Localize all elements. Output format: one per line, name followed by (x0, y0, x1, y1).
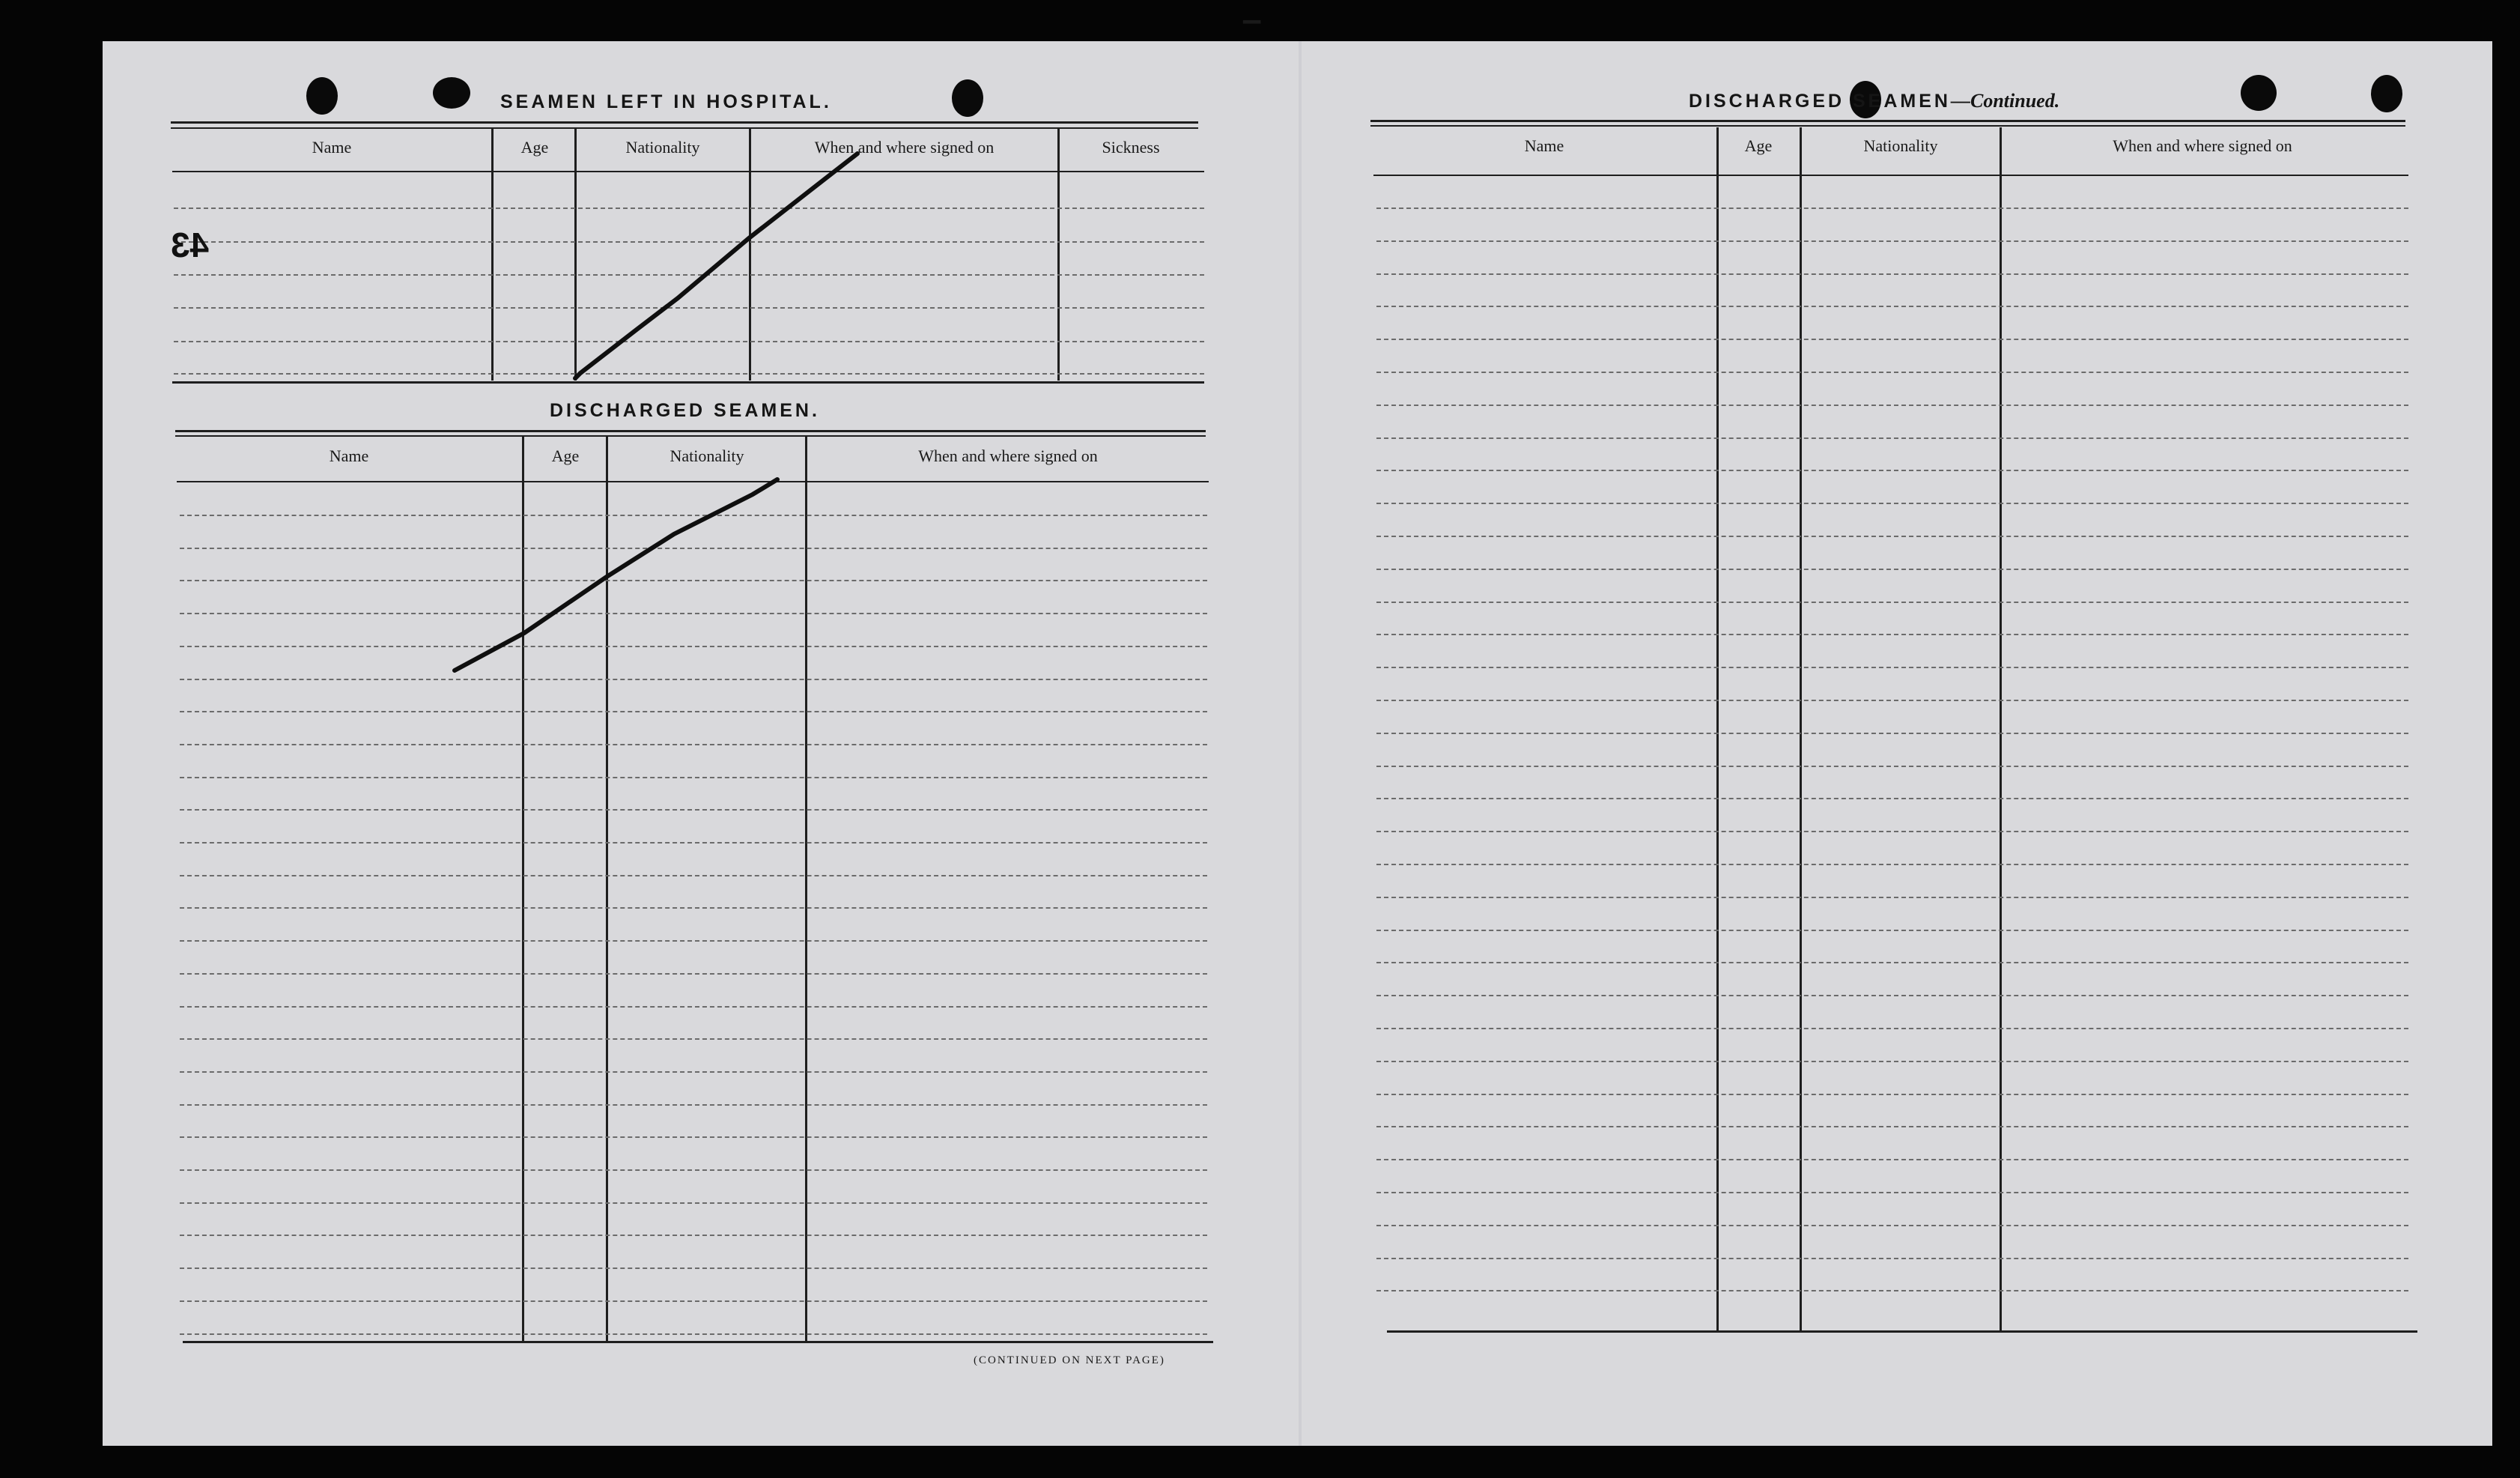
hospital-top-rule-inner (171, 127, 1198, 129)
ruled-line (180, 940, 1207, 942)
ruled-line (180, 1104, 1207, 1106)
discharged-top-rule-inner (175, 435, 1206, 437)
ruled-line (180, 1006, 1207, 1008)
hospital-row-line (174, 208, 1204, 209)
hospital-row-line (174, 307, 1204, 309)
continued-divider (1800, 127, 1802, 1332)
hospital-divider (749, 129, 751, 381)
top-scratch-mark: ▔ (1243, 21, 1261, 47)
ruled-line (1376, 372, 2408, 373)
ruled-line (1376, 1061, 2408, 1062)
discharged-divider (805, 437, 807, 1342)
ruled-line (1376, 700, 2408, 701)
hospital-col-nationality: Nationality (625, 138, 700, 157)
ruled-line (1376, 733, 2408, 734)
ruled-line (1376, 240, 2408, 242)
punch-hole (2241, 75, 2277, 111)
discharged-col-name: Name (329, 446, 369, 465)
ruled-line (1376, 602, 2408, 603)
continued-col-age: Age (1744, 136, 1773, 155)
punch-hole (2371, 75, 2402, 112)
ruled-line (1376, 864, 2408, 865)
continued-note: (CONTINUED ON NEXT PAGE) (974, 1354, 1165, 1366)
ruled-line (180, 646, 1207, 647)
ruled-line (1376, 766, 2408, 767)
hospital-row-line (174, 341, 1204, 342)
continued-section-title-main: DISCHARGED SEAMEN (1689, 91, 1951, 112)
ruled-line (1376, 798, 2408, 799)
discharged-col-age: Age (551, 446, 580, 465)
continued-col-when-where: When and where signed on (2113, 136, 2292, 155)
ruled-line (180, 679, 1207, 680)
continued-top-rule (1370, 120, 2405, 122)
discharged-bottom-rule (183, 1341, 1213, 1343)
hospital-header-rule (172, 171, 1204, 172)
ruled-line (1376, 1225, 2408, 1226)
hospital-row-line (174, 241, 1204, 243)
continued-col-name: Name (1524, 136, 1564, 155)
ruled-line (1376, 930, 2408, 931)
punch-hole (952, 79, 983, 117)
ruled-line (180, 777, 1207, 778)
hospital-top-rule (171, 121, 1198, 124)
hospital-col-when-where: When and where signed on (814, 138, 995, 157)
ruled-line (180, 1038, 1207, 1040)
discharged-section-title: DISCHARGED SEAMEN. (550, 400, 820, 421)
hospital-col-name: Name (312, 138, 352, 157)
ruled-line (1376, 273, 2408, 275)
ruled-line (1376, 1159, 2408, 1160)
ruled-line (180, 515, 1207, 516)
ruled-line (180, 1169, 1207, 1171)
hospital-section-title: SEAMEN LEFT IN HOSPITAL. (500, 91, 832, 112)
ruled-line (1376, 536, 2408, 537)
discharged-col-nationality: Nationality (670, 446, 744, 465)
hospital-divider (1057, 129, 1060, 381)
ruled-line (1376, 995, 2408, 996)
continued-bottom-rule (1387, 1330, 2417, 1333)
continued-header-rule (1373, 175, 2408, 176)
continued-top-rule-inner (1370, 125, 2405, 127)
hospital-bottom-rule (172, 381, 1204, 384)
discharged-divider (606, 437, 608, 1342)
ruled-line (180, 875, 1207, 876)
ruled-line (180, 1267, 1207, 1269)
discharged-top-rule (175, 430, 1206, 432)
discharged-divider (522, 437, 524, 1342)
ruled-line (1376, 1258, 2408, 1259)
handwritten-margin-number: 43 (171, 225, 210, 264)
ruled-line (180, 1235, 1207, 1236)
ruled-line (1376, 1126, 2408, 1127)
ruled-line (1376, 634, 2408, 635)
ruled-line (1376, 962, 2408, 963)
ruled-line (1376, 897, 2408, 898)
ruled-line (180, 613, 1207, 614)
hospital-divider (491, 129, 494, 381)
ruled-line (180, 1071, 1207, 1073)
ruled-line (1376, 667, 2408, 668)
ruled-line (1376, 569, 2408, 570)
ruled-line (180, 1136, 1207, 1138)
continued-col-nationality: Nationality (1863, 136, 1938, 155)
ruled-line (180, 711, 1207, 712)
punch-hole (433, 77, 470, 109)
ruled-line (180, 548, 1207, 549)
hospital-divider (574, 129, 577, 381)
ruled-line (1376, 831, 2408, 832)
ruled-line (180, 1333, 1207, 1335)
ruled-line (1376, 503, 2408, 504)
punch-hole (306, 77, 338, 115)
ruled-line (1376, 405, 2408, 406)
ruled-line (180, 580, 1207, 581)
continued-divider (2000, 127, 2002, 1332)
ruled-line (1376, 208, 2408, 209)
ruled-line (1376, 1028, 2408, 1029)
right-page (1300, 41, 2492, 1446)
ruled-line (180, 1300, 1207, 1302)
ruled-line (180, 842, 1207, 844)
continued-section-title-suffix: —Continued. (1950, 90, 2060, 112)
ruled-line (180, 744, 1207, 745)
ruled-line (180, 973, 1207, 975)
hospital-row-line (174, 274, 1204, 276)
ruled-line (1376, 306, 2408, 307)
ruled-line (1376, 1290, 2408, 1291)
discharged-col-when-where: When and where signed on (918, 446, 1098, 465)
ruled-line (1376, 339, 2408, 340)
discharged-header-rule (177, 481, 1209, 482)
ruled-line (1376, 1094, 2408, 1095)
hospital-col-sickness: Sickness (1102, 138, 1160, 157)
hospital-col-age: Age (520, 138, 549, 157)
continued-section-title (1689, 90, 2059, 112)
continued-divider (1716, 127, 1719, 1332)
ruled-line (1376, 1192, 2408, 1193)
ruled-line (180, 907, 1207, 909)
page-fold (1299, 41, 1302, 1446)
ruled-line (1376, 470, 2408, 471)
ruled-line (1376, 437, 2408, 439)
ruled-line (180, 809, 1207, 811)
ruled-line (180, 1202, 1207, 1204)
hospital-row-line (174, 373, 1204, 375)
